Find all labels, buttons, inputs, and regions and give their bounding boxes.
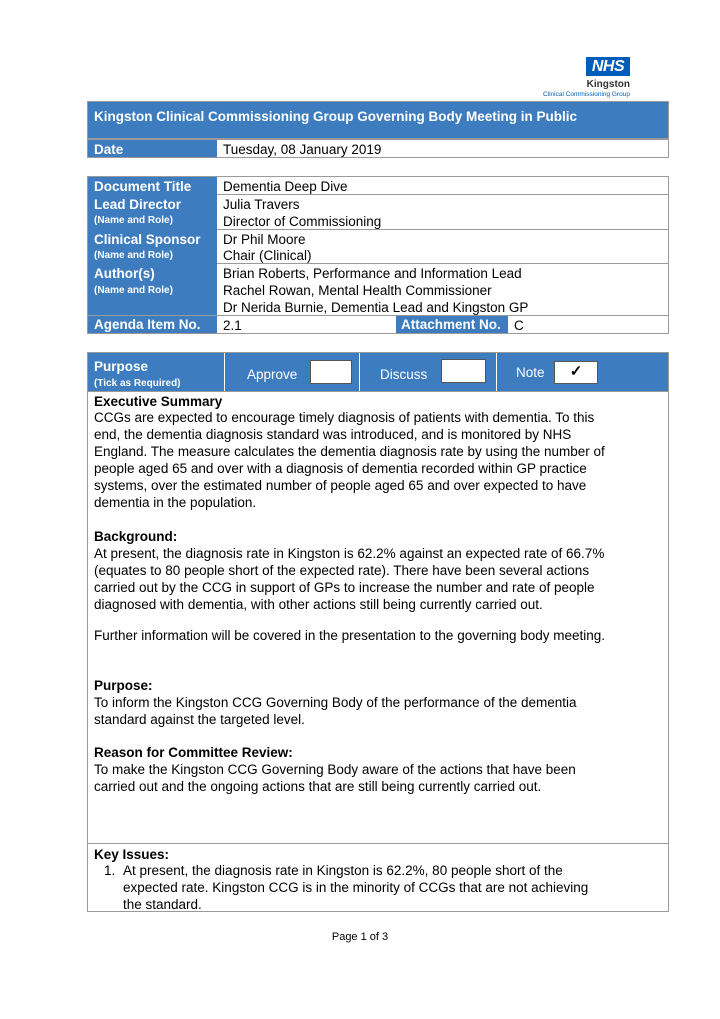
agenda-label-cell — [88, 316, 217, 333]
lead-director-sub: (Name and Role) — [94, 215, 173, 226]
cell-divider — [496, 353, 497, 391]
purpose-label: Purpose — [94, 359, 149, 374]
details-table — [87, 176, 669, 334]
clinical-sponsor-name: Dr Phil Moore — [223, 232, 306, 247]
date-value: Tuesday, 08 January 2019 — [223, 142, 382, 157]
approve-checkbox[interactable] — [310, 360, 352, 384]
further-info: Further information will be covered in the presentation to the governing body meeting. — [94, 628, 606, 643]
page-number: Page 1 of 3 — [331, 931, 389, 943]
author-line: Dr Nerida Burnie, Dementia Lead and Kingston GP — [223, 300, 529, 315]
authors-sub: (Name and Role) — [94, 285, 173, 296]
clinical-sponsor-sub: (Name and Role) — [94, 250, 173, 261]
date-label-cell — [88, 140, 217, 157]
key-item-number: 1. — [104, 863, 116, 878]
background-line: carried out by the CCG in support of GPs to increase the number and rate of people — [94, 580, 595, 595]
discuss-checkbox[interactable] — [441, 359, 486, 383]
background-line: (equates to 80 people short of the expected rate). There have been several actions — [94, 563, 590, 578]
lead-director-role: Director of Commissioning — [223, 214, 382, 229]
reason-line: To make the Kingston CCG Governing Body aware of the actions that have been — [94, 762, 576, 777]
key-issues-heading: Key Issues: — [94, 847, 170, 862]
exec-line: people aged 65 and over with a diagnosis of dementia recorded within GP practice — [94, 461, 587, 476]
agenda-value: 2.1 — [223, 318, 242, 333]
key-item-line: At present, the diagnosis rate in Kingston is 62.2%, 80 people short of the — [123, 863, 563, 878]
purpose-row — [87, 352, 669, 392]
author-line: Rachel Rowan, Mental Health Commissioner — [223, 283, 492, 298]
approve-label: Approve — [247, 367, 298, 382]
purpose-sub: (Tick as Required) — [94, 378, 181, 389]
document-title-label: Document Title — [94, 179, 192, 194]
clinical-sponsor-role: Chair (Clinical) — [223, 248, 312, 263]
background-heading: Background: — [94, 529, 178, 544]
reason-line: carried out and the ongoing actions that are still being currently carried out. — [94, 779, 542, 794]
agenda-label: Agenda Item No. — [94, 317, 201, 332]
nhs-logo: NHS — [586, 57, 630, 76]
author-line: Brian Roberts, Performance and Information Lead — [223, 266, 522, 281]
date-label: Date — [94, 142, 124, 157]
exec-line: end, the dementia diagnosis standard was introduced, and is monitored by NHS — [94, 427, 572, 442]
attachment-label: Attachment No. — [401, 317, 501, 332]
clinical-sponsor-label: Clinical Sponsor — [94, 232, 201, 247]
document-title-value: Dementia Deep Dive — [223, 179, 348, 194]
exec-line: CCGs are expected to encourage timely diagnosis of patients with dementia. To this — [94, 410, 595, 425]
purpose-heading: Purpose: — [94, 678, 153, 693]
authors-label: Author(s) — [94, 266, 155, 281]
attachment-label-cell — [396, 316, 508, 333]
note-label: Note — [516, 365, 545, 380]
lead-director-label: Lead Director — [94, 197, 182, 212]
logo-org-name: Kingston — [586, 79, 630, 90]
attachment-value: C — [514, 318, 524, 333]
background-line: diagnosed with dementia, with other actions still being currently carried out. — [94, 597, 543, 612]
meeting-title-bar — [87, 101, 669, 139]
cell-divider — [224, 353, 225, 391]
date-row — [87, 139, 669, 158]
background-line: At present, the diagnosis rate in Kingston is 62.2% against an expected rate of 66.7% — [94, 546, 605, 561]
discuss-label: Discuss — [380, 367, 428, 382]
note-checkbox[interactable]: ✓ — [554, 361, 598, 384]
key-item-line: the standard. — [123, 897, 202, 912]
purpose-line: standard against the targeted level. — [94, 712, 305, 727]
reason-heading: Reason for Committee Review: — [94, 745, 293, 760]
purpose-line: To inform the Kingston CCG Governing Body of the performance of the dementia — [94, 695, 577, 710]
logo-org-subtitle: Clinical Commissioning Group — [542, 91, 630, 98]
exec-line: dementia in the population. — [94, 495, 257, 510]
exec-line: systems, over the estimated number of people aged 65 and over expected to have — [94, 478, 587, 493]
exec-line: England. The measure calculates the dementia diagnosis rate by using the number of — [94, 444, 605, 459]
meeting-title: Kingston Clinical Commissioning Group Governing Body Meeting in Public — [94, 109, 578, 124]
exec-heading: Executive Summary — [94, 394, 223, 409]
cell-divider — [359, 353, 360, 391]
key-item-line: expected rate. Kingston CCG is in the minority of CCGs that are not achieving — [123, 880, 589, 895]
lead-director-name: Julia Travers — [223, 197, 300, 212]
